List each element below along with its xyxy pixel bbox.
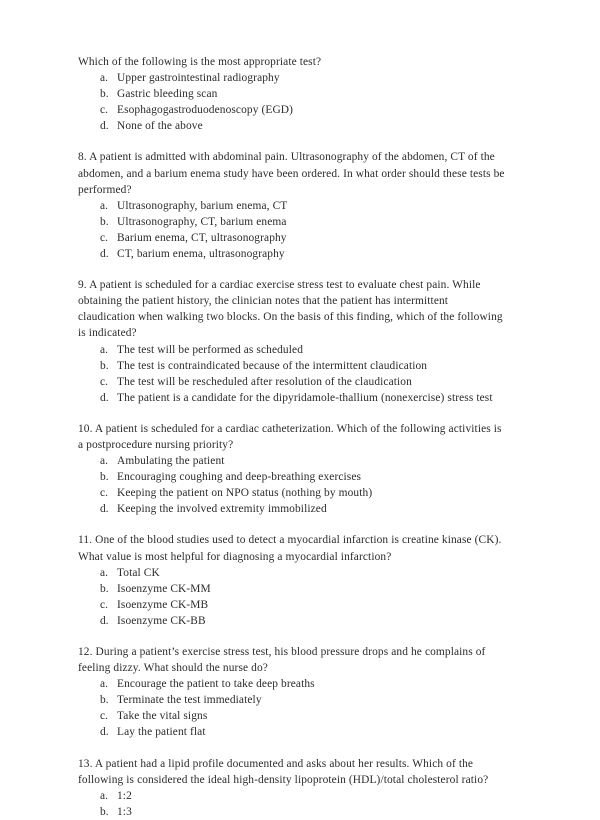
- option-letter: d.: [100, 391, 109, 404]
- option-letter: d.: [100, 503, 109, 516]
- answer-option[interactable]: [78, 692, 508, 708]
- answer-option[interactable]: [78, 581, 508, 597]
- question-block: [78, 54, 508, 134]
- answer-option[interactable]: [78, 198, 508, 214]
- answer-option[interactable]: [78, 86, 508, 102]
- option-letter: c.: [100, 710, 109, 723]
- option-letter: c.: [100, 104, 109, 117]
- option-letter: b.: [100, 471, 109, 484]
- option-letter: c.: [100, 598, 109, 611]
- option-letter: b.: [100, 582, 109, 595]
- option-text: Keeping the patient on NPO status (nothing by mouth): [117, 487, 373, 500]
- answer-option[interactable]: [78, 788, 508, 804]
- option-letter: c.: [100, 487, 109, 500]
- answer-option[interactable]: [78, 214, 508, 230]
- option-letter: d.: [100, 248, 109, 261]
- answer-options-list: [78, 565, 508, 629]
- option-text: None of the above: [117, 120, 203, 133]
- option-text: Encouraging coughing and deep-breathing exercises: [117, 471, 362, 484]
- option-text: Total CK: [117, 566, 160, 579]
- option-text: Barium enema, CT, ultrasonography: [117, 231, 287, 244]
- option-text: Encourage the patient to take deep breaths: [117, 678, 315, 691]
- option-letter: c.: [100, 375, 109, 388]
- answer-option[interactable]: [78, 230, 508, 246]
- option-text: Ultrasonography, CT, barium enema: [117, 215, 287, 228]
- answer-option[interactable]: [78, 501, 508, 517]
- option-letter: a.: [100, 678, 109, 691]
- option-letter: c.: [100, 231, 109, 244]
- question-stem: 13. A patient had a lipid profile documented and asks about her results. Which of the following is considered the ideal high-density lipoprotein (HDL)/total cholesterol ratio?: [78, 757, 489, 786]
- option-text: Ambulating the patient: [117, 455, 225, 468]
- answer-options-list: [78, 342, 508, 406]
- question-block: [78, 421, 508, 518]
- answer-options-list: [78, 676, 508, 740]
- answer-option[interactable]: [78, 485, 508, 501]
- option-text: Isoenzyme CK-MM: [117, 582, 211, 595]
- option-text: The test will be performed as scheduled: [117, 343, 304, 356]
- option-letter: a.: [100, 343, 109, 356]
- option-text: The test is contraindicated because of the intermittent claudication: [117, 359, 428, 372]
- option-text: Take the vital signs: [117, 710, 208, 723]
- answer-option[interactable]: [78, 469, 508, 485]
- answer-options-list: [78, 70, 508, 134]
- option-text: CT, barium enema, ultrasonography: [117, 248, 285, 261]
- option-letter: a.: [100, 455, 109, 468]
- answer-option[interactable]: [78, 102, 508, 118]
- answer-option[interactable]: [78, 804, 508, 820]
- answer-option[interactable]: [78, 453, 508, 469]
- question-stem: 9. A patient is scheduled for a cardiac exercise stress test to evaluate chest pain. While obtaining the patient history, the clinician notes that the patient has intermittent claudication when walking two blocks. On the basis of this finding, which of the following is indicated?: [78, 279, 503, 340]
- option-letter: d.: [100, 726, 109, 739]
- option-text: Isoenzyme CK-MB: [117, 598, 209, 611]
- question-stem: 10. A patient is scheduled for a cardiac catheterization. Which of the following activities is a postprocedure nursing priority?: [78, 422, 502, 451]
- answer-options-list: [78, 198, 508, 262]
- question-stem: 8. A patient is admitted with abdominal pain. Ultrasonography of the abdomen, CT of the abdomen, and a barium enema study have been ordered. In what order should these tests be performed?: [78, 151, 505, 196]
- option-letter: a.: [100, 789, 109, 802]
- answer-option[interactable]: [78, 342, 508, 358]
- option-text: Lay the patient flat: [117, 726, 206, 739]
- question-block: [78, 149, 508, 262]
- answer-option[interactable]: [78, 70, 508, 86]
- answer-option[interactable]: [78, 597, 508, 613]
- answer-option[interactable]: [78, 390, 508, 406]
- answer-option[interactable]: [78, 708, 508, 724]
- answer-option[interactable]: [78, 118, 508, 134]
- question-block: [78, 532, 508, 629]
- question-stem: 12. During a patient’s exercise stress test, his blood pressure drops and he complains of feeling dizzy. What should the nurse do?: [78, 646, 486, 675]
- option-text: The patient is a candidate for the dipyridamole-thallium (nonexercise) stress test: [117, 391, 493, 404]
- option-letter: b.: [100, 88, 109, 101]
- option-text: Esophagogastroduodenoscopy (EGD): [117, 104, 294, 117]
- answer-option[interactable]: [78, 613, 508, 629]
- option-text: 1:3: [117, 805, 132, 818]
- option-letter: a.: [100, 199, 109, 212]
- option-letter: b.: [100, 805, 109, 818]
- option-text: 1:2: [117, 789, 132, 802]
- answer-option[interactable]: [78, 358, 508, 374]
- question-block: [78, 756, 508, 820]
- option-text: Isoenzyme CK-BB: [117, 614, 206, 627]
- option-letter: b.: [100, 694, 109, 707]
- option-text: The test will be rescheduled after resolution of the claudication: [117, 375, 412, 388]
- option-text: Ultrasonography, barium enema, CT: [117, 199, 288, 212]
- option-letter: a.: [100, 566, 109, 579]
- answer-option[interactable]: [78, 374, 508, 390]
- answer-options-list: [78, 453, 508, 517]
- answer-option[interactable]: [78, 724, 508, 740]
- question-block: [78, 277, 508, 406]
- question-stem: 11. One of the blood studies used to detect a myocardial infarction is creatine kinase (CK). What value is most helpful for diagnosing a myocardial infarction?: [78, 534, 502, 563]
- question-block: [78, 644, 508, 741]
- option-letter: b.: [100, 215, 109, 228]
- answer-option[interactable]: [78, 565, 508, 581]
- option-letter: a.: [100, 72, 109, 85]
- option-letter: d.: [100, 120, 109, 133]
- exam-questions-container: [78, 54, 508, 820]
- option-text: Terminate the test immediately: [117, 694, 262, 707]
- question-stem: Which of the following is the most appropriate test?: [78, 56, 322, 68]
- option-letter: d.: [100, 614, 109, 627]
- option-text: Keeping the involved extremity immobilized: [117, 503, 327, 516]
- answer-option[interactable]: [78, 246, 508, 262]
- option-text: Upper gastrointestinal radiography: [117, 72, 280, 85]
- answer-options-list: [78, 788, 508, 820]
- answer-option[interactable]: [78, 676, 508, 692]
- option-letter: b.: [100, 359, 109, 372]
- option-text: Gastric bleeding scan: [117, 88, 218, 101]
